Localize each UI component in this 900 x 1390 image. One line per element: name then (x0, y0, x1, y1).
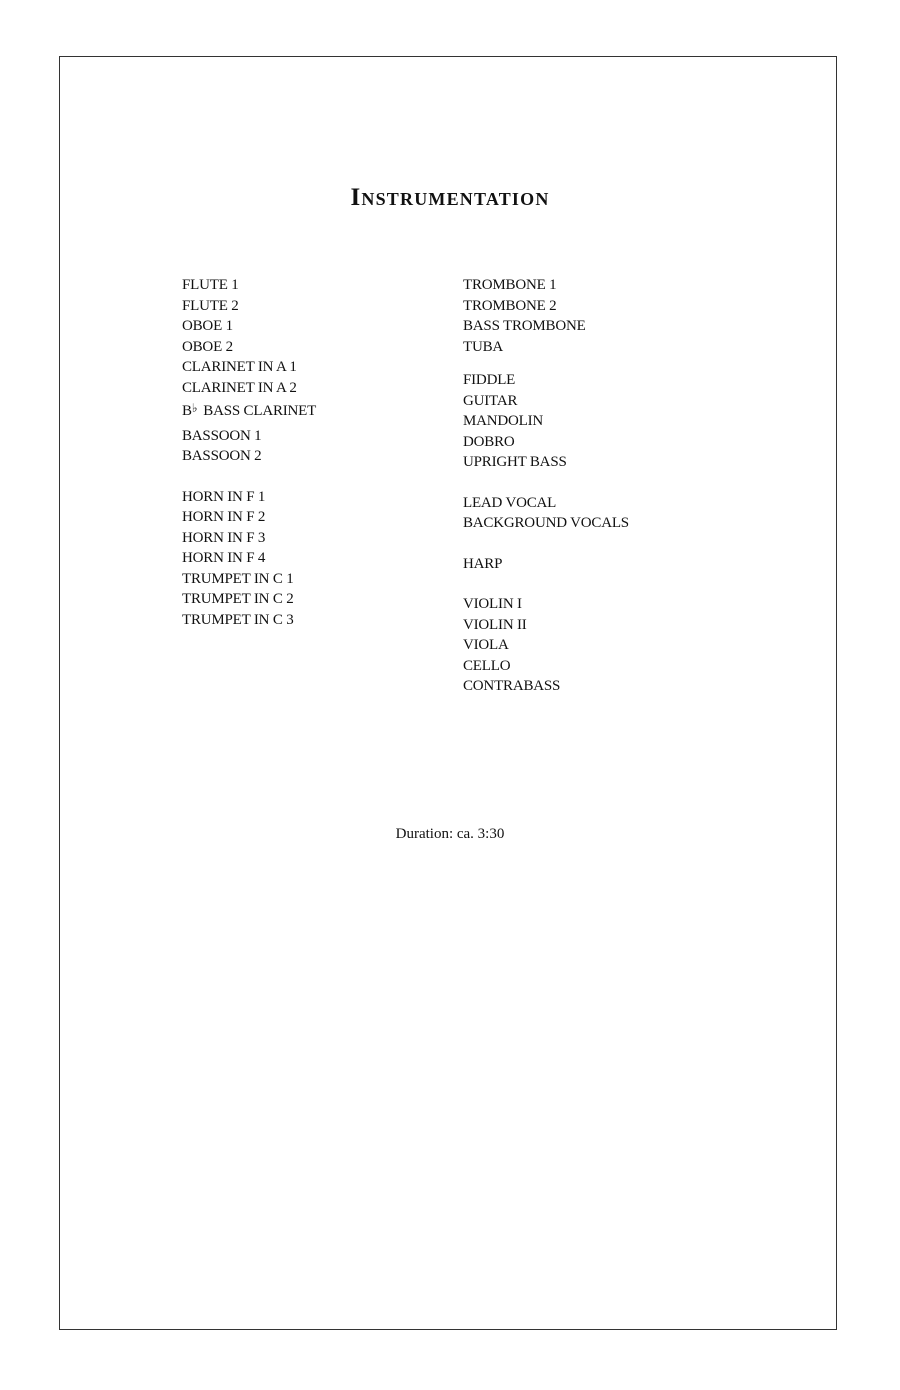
instrument-item: CELLO (463, 657, 511, 674)
instrument-item: TRUMPET IN C 3 (182, 611, 294, 628)
instrument-item: HORN IN F 2 (182, 509, 266, 525)
instrument-item: LEAD VOCAL (463, 494, 557, 511)
page-title: Instrumentation (350, 184, 550, 211)
instrument-group-low-brass (463, 275, 629, 357)
instrument-item: BASSOON 1 (182, 427, 262, 444)
instrument-item: TROMBONE 2 (463, 297, 557, 314)
instrument-item: HORN IN F 4 (182, 550, 266, 566)
instrument-item: OBOE 1 (182, 318, 233, 334)
instrument-item: TRUMPET IN C 2 (182, 591, 294, 607)
page-frame (59, 56, 837, 1330)
instrument-item: HORN IN F 3 (182, 529, 266, 546)
instrument-item: BASS TROMBONE (463, 318, 586, 334)
instrument-item: BACKGROUND VOCALS (463, 515, 629, 531)
instrument-item: HARP (463, 555, 503, 572)
instrument-group-strings (463, 594, 629, 697)
instrument-item: FLUTE 1 (182, 277, 239, 293)
instrument-item: TROMBONE 1 (463, 277, 557, 293)
instrument-item: CONTRABASS (463, 678, 561, 694)
instrument-list-left (182, 275, 316, 630)
instrument-group-woodwinds (182, 275, 316, 419)
instrument-item: TUBA (463, 338, 504, 355)
instrument-item: CLARINET IN A 2 (182, 379, 297, 396)
instrument-item: VIOLIN I (463, 596, 522, 612)
instrument-item: GUITAR (463, 392, 518, 409)
instrument-item: VIOLIN II (463, 616, 527, 633)
instrument-group-vocals (463, 493, 629, 534)
instrument-item: OBOE 2 (182, 338, 233, 355)
instrument-group-bluegrass (463, 370, 629, 473)
instrument-item: HORN IN F 1 (182, 488, 266, 505)
instrument-group-harp (463, 554, 629, 575)
instrument-item: DOBRO (463, 433, 515, 450)
duration-note: Duration: ca. 3:30 (395, 826, 505, 842)
instrument-item: TRUMPET IN C 1 (182, 570, 294, 587)
instrument-item: FLUTE 2 (182, 297, 239, 314)
key-letter: B (182, 403, 192, 419)
instrument-item: FIDDLE (463, 372, 516, 388)
instrument-group-bassoons (182, 426, 316, 467)
instrument-list-right (463, 275, 629, 697)
instrument-label: BASS CLARINET (203, 403, 317, 419)
instrument-item: UPRIGHT BASS (463, 454, 567, 470)
instrument-item: CLARINET IN A 1 (182, 359, 297, 375)
instrument-item (182, 398, 316, 419)
instrument-group-brass (182, 487, 316, 631)
instrument-item: VIOLA (463, 637, 509, 653)
flat-sign-icon: ♭ (191, 401, 198, 415)
instrument-item: BASSOON 2 (182, 448, 262, 464)
instrument-item: MANDOLIN (463, 413, 544, 429)
